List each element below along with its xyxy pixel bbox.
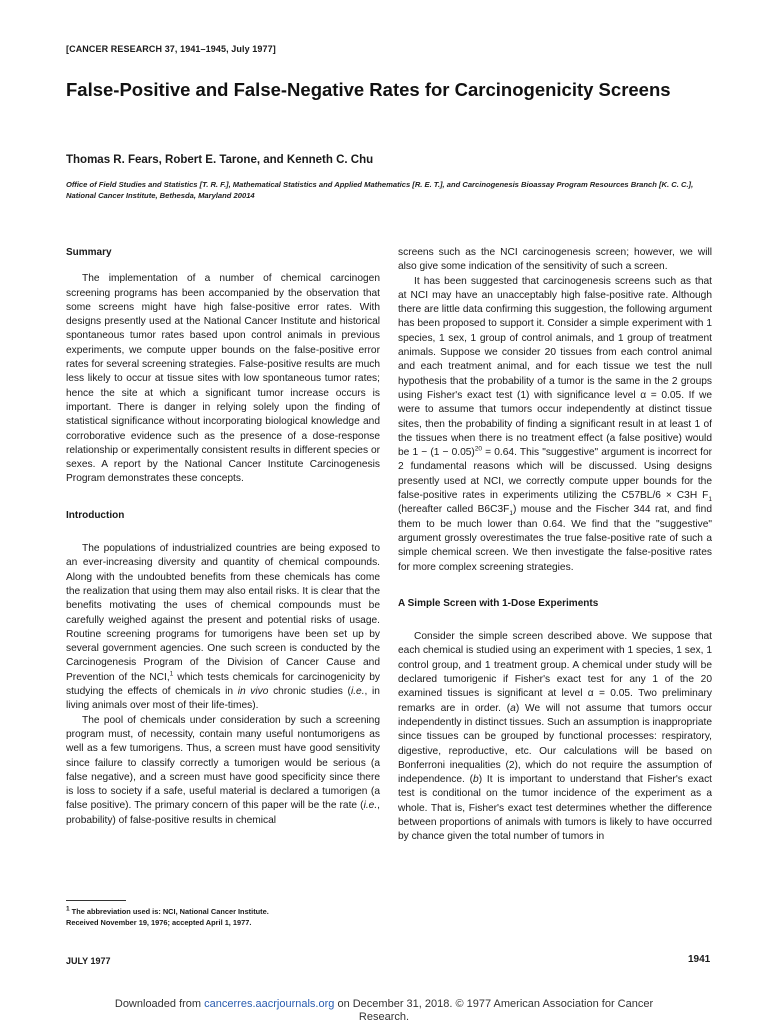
introduction-heading: Introduction <box>66 509 125 521</box>
continued-paragraph: screens such as the NCI carcinogenesis screen; however, we will also give some indication of the sensitivity of such a screen. <box>398 247 712 273</box>
download-notice: Downloaded from cancerres.aacrjournals.org on December 31, 2018. © 1977 American Association for Cancer Research. <box>114 998 654 1023</box>
issue-date: JULY 1977 <box>66 956 111 966</box>
footnotes <box>66 906 380 928</box>
right-column <box>398 246 712 845</box>
author-list: Thomas R. Fears, Robert E. Tarone, and Kenneth C. Chu <box>66 154 374 166</box>
summary-heading: Summary <box>66 247 112 258</box>
summary-paragraph: The implementation of a number of chemical carcinogen screening programs has been accompanied by the observation that some screens might have high false-positive error rates. With designs presently used at the National Cancer Institute and historical spontaneous tumor rates based upon control animals in previous experiments, we compute upper bounds on the false-positive error rates for several screening strategies. False-positive results are much less likely to occur at tissue sites with low spontaneous tumor rates; hence the site at which a significant tumor increase occurs is important. There is danger in relying solely upon the finding of statistical significance without incorporating biological knowledge and corroborative evidence such as the presence of a dose-response relationship or experimentally consistent results in different species or sexes. A report by the National Cancer Institute Carcinogenesis Program demonstrates these concepts. <box>66 273 380 485</box>
footnote-ref-1[interactable]: 1 <box>169 670 174 678</box>
left-column <box>66 246 380 828</box>
introduction-paragraph-2: The pool of chemicals under consideration by such a screening program must, of necessity, contain many useful nontumorigens as well as a few tumorigens. Thus, a screen must have good sensitivity since failure to classify correctly a tumorigen would be serious (a false negative), and a screen must have good specificity since there is loss to society if a safe, useful material is declared a tumorigen (a false positive). The primary concern of this paper will be the rate (i.e., probability) of false-positive results in chemical <box>66 714 380 826</box>
author-affiliation: Office of Field Studies and Statistics [T. R. F.], Mathematical Statistics and Applied Mathematics [R. E. T.], and Carcinogenesis Bioassay Program Resources Branch [K. C. C.], National Cancer Institute, Bethesda, Maryland 20014 <box>66 180 694 200</box>
section-heading-simple-screen: A Simple Screen with 1-Dose Experiments <box>398 597 599 609</box>
introduction-paragraph-1: The populations of industrialized countries are being exposed to an ever-increasing diversity and quantity of chemical compounds. Along with the undoubted benefits from these chemicals has come the realization that using them may also entail risks. It is clear that the benefits motivating the uses of chemical compounds must be carefully weighed against the present and potential risks of usage. Routine screening programs for tumorigens have been set up by several government agencies. One such screen is conducted by the Carcinogenesis Program of the Division of Cancer Cause and Prevention of the NCI,$^1$ which tests chemicals for carcinogenicity by studying the effects of chemicals in in vivo chronic studies (i.e., in living animals over most of their life-times). <box>66 543 380 712</box>
page-number: 1941 <box>688 954 711 965</box>
article-title: False-Positive and False-Negative Rates for Carcinogenicity Screens <box>66 79 671 100</box>
journal-citation: [CANCER RESEARCH 37, 1941–1945, July 1977] <box>66 44 276 54</box>
argument-paragraph: It has been suggested that carcinogenesis screens such as that at NCI may have an unacceptably high false-positive rate. Although there are little data confirming this suggestion, the following argument has been proposed to support it. Consider a simple experiment with 1 species, 1 sex, 1 group of control animals, and 1 group of treatment animals. Suppose we consider 20 tissues from each control animal and each treatment animal, and for each tissue we test the null hypothesis that the probability of a tumor is the same in the 2 groups using Fisher's exact test (1) with significance level α = 0.05. If we were to assume that tumors occur independently at distinct tissue sites, then the probability of finding a significant result in at least 1 of the tissues when there is no treatment effect (a false positive) would be $1 - (1 - 0.05)^{20} = 0.64$. This "suggestive" argument is incorrect for 2 fundamental reasons which will be discussed. Using designs presently used at NCI, we correctly compute upper bounds for the false-positive rates in experiments utilizing the C57BL/6 × C3H $F_1$ (hereafter called $B6C3F_1$) mouse and the Fischer 344 rat, and find them to be much lower than 0.64. We find that the "suggestive" argument grossly overestimates the true false-positive rate of such a simple chemical screen. We then investigate the false-positive rates for more complex screening strategies. <box>398 275 713 573</box>
footnote-1: $^1$ The abbreviation used is: NCI, National Cancer Institute. <box>66 905 269 916</box>
footnote-divider <box>66 900 126 901</box>
simple-screen-paragraph: Consider the simple screen described above. We suppose that each chemical is studied using an experiment with 1 species, 1 sex, 1 control group, and 1 treatment group. A chemical under study will be declared tumorigenic if Fisher's exact test for any 1 of the 20 examined tissues is significant at level α = 0.05. Two preliminary remarks are in order. (a) We will not assume that tumors occur independently in distinct tissues. Such an assumption is inappropriate since tissues can be grouped by functional processes: respiratory, digestive, reproductive, etc. Our calculations will be based on Bonferroni inequalities (2), which do not require the assumption of independence. (b) It is important to understand that Fisher's exact test is conditional on the tumor incidence of the experiment as a whole. That is, Fisher's exact test determines whether the difference between proportions of animals with tumors is likely to have occurred by chance given the total number of tumors in <box>398 631 712 843</box>
received-dates: Received November 19, 1976; accepted April 1, 1977. <box>66 918 252 927</box>
journal-link[interactable]: cancerres.aacrjournals.org <box>204 998 335 1010</box>
